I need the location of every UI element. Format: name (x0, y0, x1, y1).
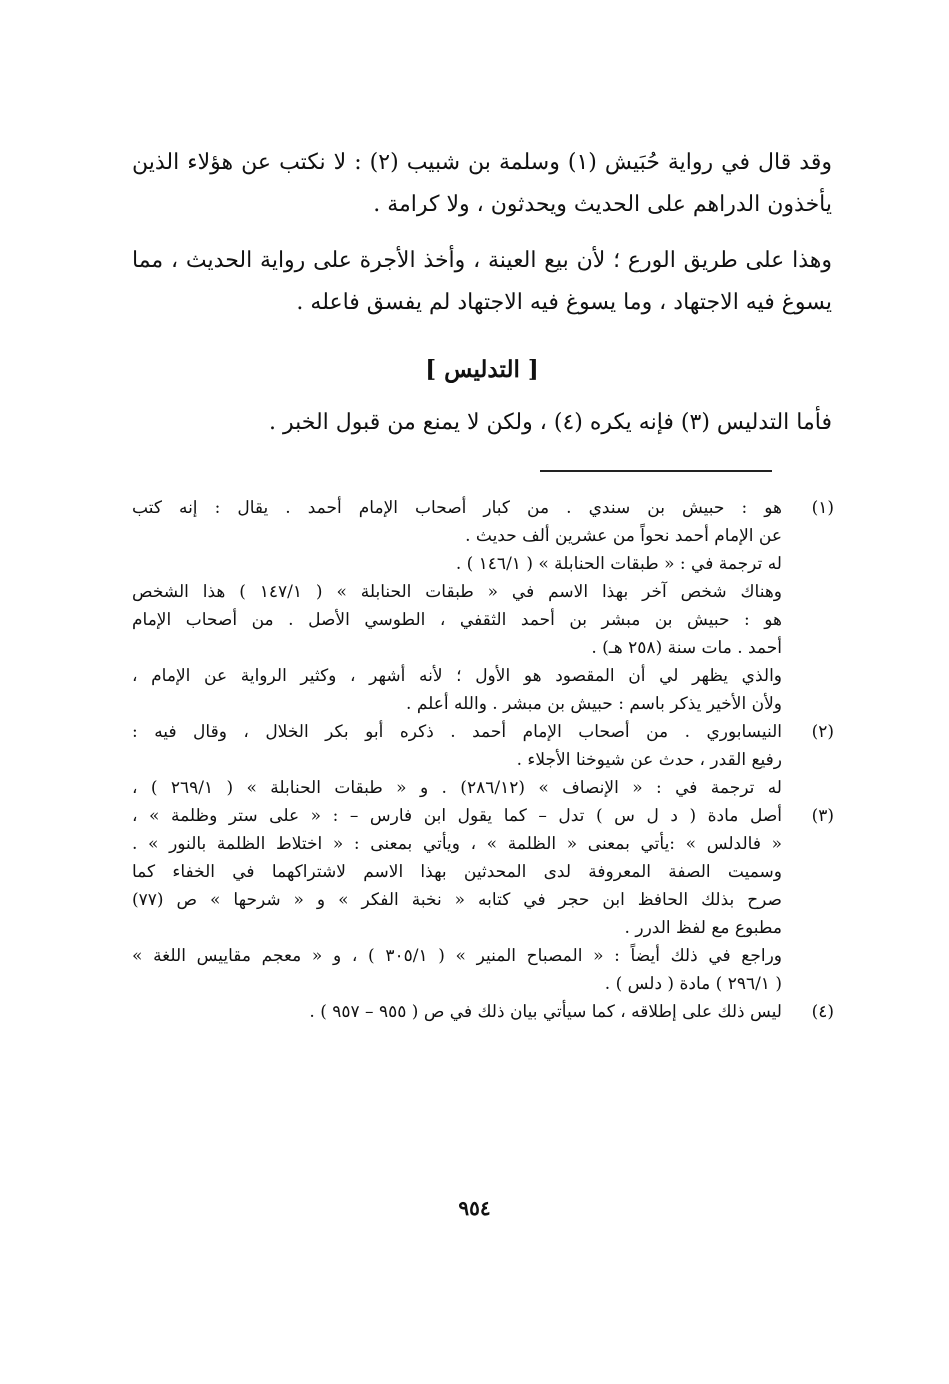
footnote-1 (132, 494, 834, 718)
footnote-2 (132, 718, 834, 802)
footnotes (132, 494, 834, 1026)
footnote-line: مطبوع مع لفظ الدرر . (624, 918, 782, 938)
footnote-line: له ترجمة في : « الإنصاف » (٢٨٦/١٢) . و « طبقات الحنابلة » ( ٢٦٩/١ ) ، (132, 778, 782, 798)
footnote-3 (132, 802, 834, 998)
footnote-line: له ترجمة في : « طبقات الحنابلة » ( ١٤٦/١ ) . (455, 554, 782, 574)
section-heading: [ التدليس ] (425, 356, 539, 383)
footnote-line: ولأن الأخير يذكر باسم : حبيش بن مبشر . والله أعلم . (406, 694, 782, 714)
footnote-number: (٢) (811, 722, 834, 742)
footnote-line: ليس ذلك على إطلاقه ، كما سيأتي بيان ذلك في ص ( ٩٥٥ – ٩٥٧ ) . (309, 1002, 782, 1022)
footnote-line: وهناك شخص آخر بهذا الاسم في « طبقات الحنابلة » ( ١٤٧/١ ) هذا الشخص (132, 582, 782, 602)
footnote-line: وسميت الصفة المعروفة لدى المحدثين بهذا الاسم لاشتراكهما في الخفاء كما (132, 862, 782, 882)
footnote-number: (٣) (811, 806, 834, 826)
page-number: ٩٥٤ (458, 1196, 491, 1220)
footnote-line: النيسابوري . من أصحاب الإمام أحمد . ذكره أبو بكر الخلال ، وقال فيه : (132, 722, 782, 742)
footnote-line: أصل مادة ( د ل س ) تدل – كما يقول ابن فارس – : « على ستر وظلمة » ، (132, 806, 782, 826)
footnote-line: هو : حبيش بن مبشر بن أحمد الثقفي ، الطوسي الأصل . من أصحاب الإمام (132, 610, 782, 630)
footnote-number: (٤) (811, 1002, 834, 1022)
paragraph-tadlis: فأما التدليس (٣) فإنه يكره (٤) ، ولكن لا يمنع من قبول الخبر . (269, 410, 832, 435)
footnote-line: وراجع في ذلك أيضاً : « المصباح المنير » ( ٣٠٥/١ ) ، و « معجم مقاييس اللغة » (132, 946, 782, 966)
footnote-line: رفيع القدر ، حدث عن شيوخنا الأجلاء . (516, 750, 782, 770)
footnote-line: والذي يظهر لي أن المقصود هو الأول ؛ لأنه أشهر ، وكثير الرواية عن الإمام ، (132, 666, 782, 686)
footnote-line: صرح بذلك الحافظ ابن حجر في كتابه « نخبة الفكر » و « شرحها » ص (٧٧) (132, 890, 782, 910)
footnote-divider (540, 470, 772, 472)
paragraph-narration: وقد قال في رواية حُبَيش (١) وسلمة بن شبيب (٢) : لا نكتب عن هؤلاء الذين يأخذون الدراهم على الحديث ويحدثون ، ولا كرامة . (132, 150, 832, 217)
footnote-line: « فالدلس » :يأتي بمعنى « الظلمة » ، ويأتي بمعنى : « اختلاط الظلمة بالنور » . (132, 834, 782, 854)
footnote-4 (132, 998, 834, 1026)
footnote-number: (١) (811, 498, 834, 518)
footnote-line: أحمد . مات سنة (٢٥٨ هـ) . (591, 638, 782, 658)
footnote-line: عن الإمام أحمد نحواً من عشرين ألف حديث . (465, 526, 782, 546)
footnote-line: ( ٢٩٦/١ ) مادة ( دلس ) . (604, 974, 782, 994)
paragraph-wara: وهذا على طريق الورع ؛ لأن بيع العينة ، وأخذ الأجرة على رواية الحديث ، مما يسوغ فيه الاجتهاد ، وما يسوغ فيه الاجتهاد لم يفسق فاعله . (132, 248, 832, 315)
footnote-line: هو : حبيش بن سندي . من كبار أصحاب الإمام أحمد . يقال : إنه كتب (132, 498, 782, 518)
